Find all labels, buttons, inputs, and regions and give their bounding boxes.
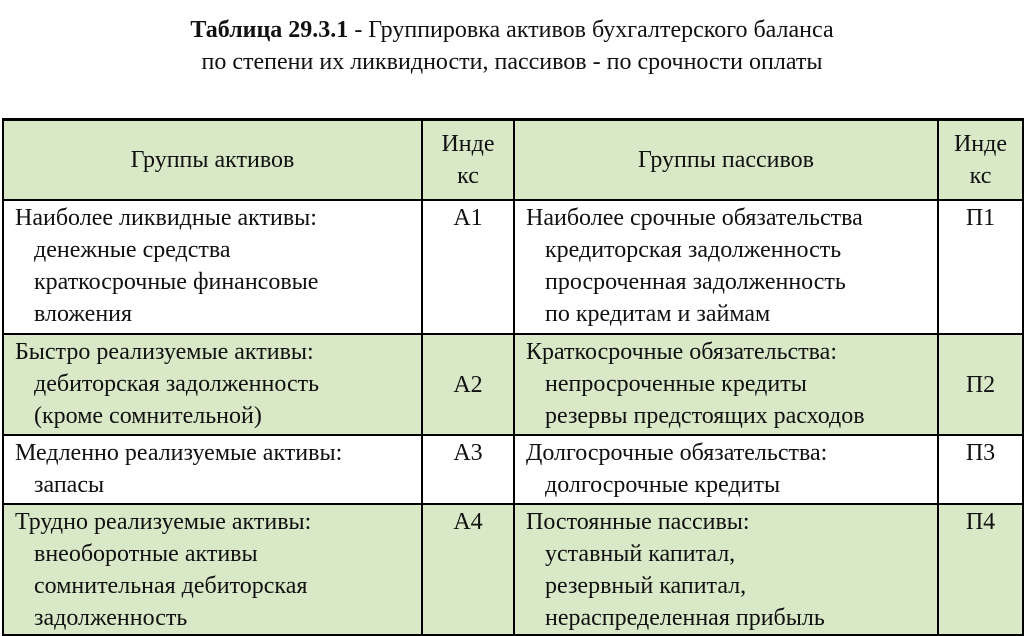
liability-group-cell xyxy=(514,334,938,435)
header-liability-index-line: Инде xyxy=(953,131,1008,157)
asset-item: вложения xyxy=(34,301,133,327)
asset-item: задолженность xyxy=(34,605,188,631)
asset-group-title: Трудно реализуемые активы: xyxy=(15,509,312,535)
liability-item: кредиторская задолженность xyxy=(545,237,842,263)
header-liability-index-line: кс xyxy=(969,163,992,189)
liability-item: нераспределенная прибыль xyxy=(545,605,825,631)
liability-index-cell: П1 xyxy=(938,200,1023,334)
asset-item: внеоборотные активы xyxy=(34,541,258,567)
liability-item: резервный капитал, xyxy=(545,573,747,599)
header-liability-index xyxy=(938,120,1023,201)
asset-item: краткосрочные финансовые xyxy=(34,269,319,295)
table-caption xyxy=(0,14,1024,78)
caption-line-1 xyxy=(0,14,1024,46)
table-row xyxy=(3,435,1023,504)
header-liability-groups: Группы пассивов xyxy=(514,120,938,201)
asset-item: запасы xyxy=(34,472,105,498)
liability-group-cell xyxy=(514,504,938,635)
liability-item: по кредитам и займам xyxy=(545,301,771,327)
asset-group-cell xyxy=(3,200,422,334)
asset-index-cell: А2 xyxy=(422,334,514,435)
asset-item: сомнительная дебиторская xyxy=(34,573,308,599)
asset-item: денежные средства xyxy=(34,237,231,263)
liability-group-cell xyxy=(514,435,938,504)
asset-index-cell: А4 xyxy=(422,504,514,635)
liability-group-title: Долгосрочные обязательства: xyxy=(526,440,828,466)
liability-group-cell xyxy=(514,200,938,334)
liquidity-table xyxy=(2,118,1024,636)
header-asset-index xyxy=(422,120,514,201)
liability-item: просроченная задолженность xyxy=(545,269,846,295)
asset-group-cell xyxy=(3,435,422,504)
header-asset-groups: Группы активов xyxy=(3,120,422,201)
liability-index-cell: П4 xyxy=(938,504,1023,635)
liability-index-cell: П3 xyxy=(938,435,1023,504)
liability-item: долгосрочные кредиты xyxy=(545,472,781,498)
asset-index-cell: А3 xyxy=(422,435,514,504)
asset-group-cell xyxy=(3,504,422,635)
table-row xyxy=(3,334,1023,435)
asset-group-cell xyxy=(3,334,422,435)
liability-item: уставный капитал, xyxy=(545,541,736,567)
asset-item: (кроме сомнительной) xyxy=(34,403,262,429)
asset-group-title: Наиболее ликвидные активы: xyxy=(15,205,317,231)
liability-group-title: Краткосрочные обязательства: xyxy=(526,339,837,365)
liability-index-cell: П2 xyxy=(938,334,1023,435)
header-row xyxy=(3,120,1023,201)
liability-item: резервы предстоящих расходов xyxy=(545,403,865,429)
header-asset-index-line: Инде xyxy=(441,131,495,157)
asset-item: дебиторская задолженность xyxy=(34,371,320,397)
liability-group-title: Постоянные пассивы: xyxy=(526,509,750,535)
asset-group-title: Медленно реализуемые активы: xyxy=(15,440,343,466)
liability-item: непросроченные кредиты xyxy=(545,371,807,397)
header-asset-index-line: кс xyxy=(457,163,479,189)
asset-index-cell: А1 xyxy=(422,200,514,334)
table-row xyxy=(3,200,1023,334)
liability-group-title: Наиболее срочные обязательства xyxy=(526,205,863,231)
asset-group-title: Быстро реализуемые активы: xyxy=(15,339,314,365)
table-row xyxy=(3,504,1023,635)
caption-number: Таблица 29.3.1 xyxy=(190,17,349,43)
caption-text-1: - Группировка активов бухгалтерского баланса xyxy=(348,17,834,43)
caption-line-2: по степени их ликвидности, пассивов - по срочности оплаты xyxy=(201,49,823,75)
